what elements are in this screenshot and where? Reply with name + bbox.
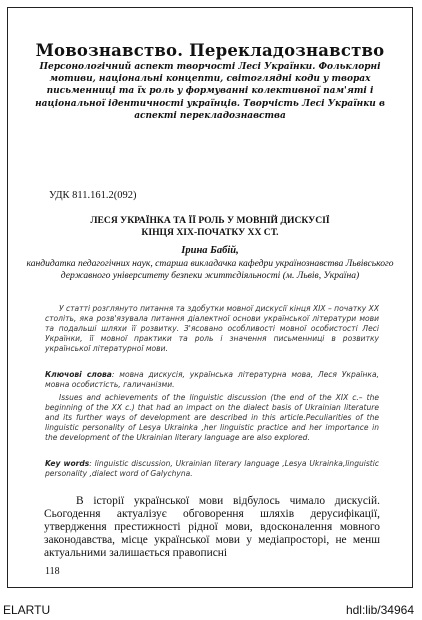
article-title-line-2: КІНЦЯ ХІХ-ПОЧАТКУ ХХ СТ. bbox=[141, 226, 279, 238]
handle-identifier: hdl:lib/34964 bbox=[345, 603, 414, 617]
journal-section-subtitle: Персонологічний аспект творчості Лесі Українки. Фольклорні мотиви, національні концепти, світоглядні коди у творах письменниці та їх роль у формуванні колективної пам'яті і національної ідентичності українців. Творчість Лесі Українки в аспекті перекладознавства bbox=[35, 62, 385, 121]
abstract-english: Issues and achievements of the linguistic discussion (the end of the XIX c.– the beginning of the XX c.) that had an impact on the dialect basis of Ukrainian literature and its further ways of development are described in this article.Peculiarities of the linguistic personality of Lesya Ukrainka ,her linguistic practice and her importance in the development of the Ukrainian literary language are also explored. bbox=[45, 393, 379, 442]
repository-name: ELARTU bbox=[3, 603, 51, 617]
udc-code: УДК 811.161.2(092) bbox=[49, 190, 137, 201]
article-body-text: В історії української мови відбулось чимало дискусій. Сьогодення актуалізує обговорення шляхів дерусифікації, утвердження престижності рідної мови, вдосконалення мовного законодавства, місце української мови у медіапросторі, не менш актуальними залишається правописні bbox=[44, 495, 380, 560]
viewer-footer bbox=[0, 598, 422, 620]
abstract-ukrainian: У статті розглянуто питання та здобутки мовної дискусії кінця ХІХ – початку ХХ століть, яка розв'язувала питання діалектної основи української літератури мови та подальші шляхи її розвитку. З'ясовано особливості мовної особистості Лесі Українки, її мовної практики та роль і значення письменниці в розвитку української літературної мови. bbox=[45, 304, 379, 353]
article-title-line-1: ЛЕСЯ УКРАЇНКА ТА ЇЇ РОЛЬ У МОВНІЙ ДИСКУСІЇ bbox=[90, 215, 330, 226]
page-number: 118 bbox=[45, 566, 60, 577]
keywords-english-text: : linguistic discussion, Ukrainian literary language ,Lesya Ukrainka,linguistic personality ,dialect word of Galychyna. bbox=[45, 459, 379, 478]
author-affiliation: кандидатка педагогічних наук, старша викладачка кафедри українознавства Львівського державного університету безпеки життєдіяльності (м. Львів, Україна) bbox=[26, 258, 394, 281]
article-title bbox=[28, 215, 392, 238]
keywords-ukrainian-label: Ключові слова bbox=[45, 370, 112, 379]
keywords-english-label: Key words bbox=[45, 459, 90, 468]
document-page bbox=[7, 7, 413, 588]
journal-section-title: Мовознавство. Перекладознавство bbox=[35, 41, 385, 60]
keywords-english bbox=[45, 459, 379, 479]
author-name: Ірина Бабій, bbox=[181, 245, 239, 256]
keywords-ukrainian bbox=[45, 370, 379, 390]
keywords-ukrainian-text: : мовна дискусія, українська літературна мова, Леся Українка, мовна особистість, галичанізми. bbox=[45, 370, 379, 389]
